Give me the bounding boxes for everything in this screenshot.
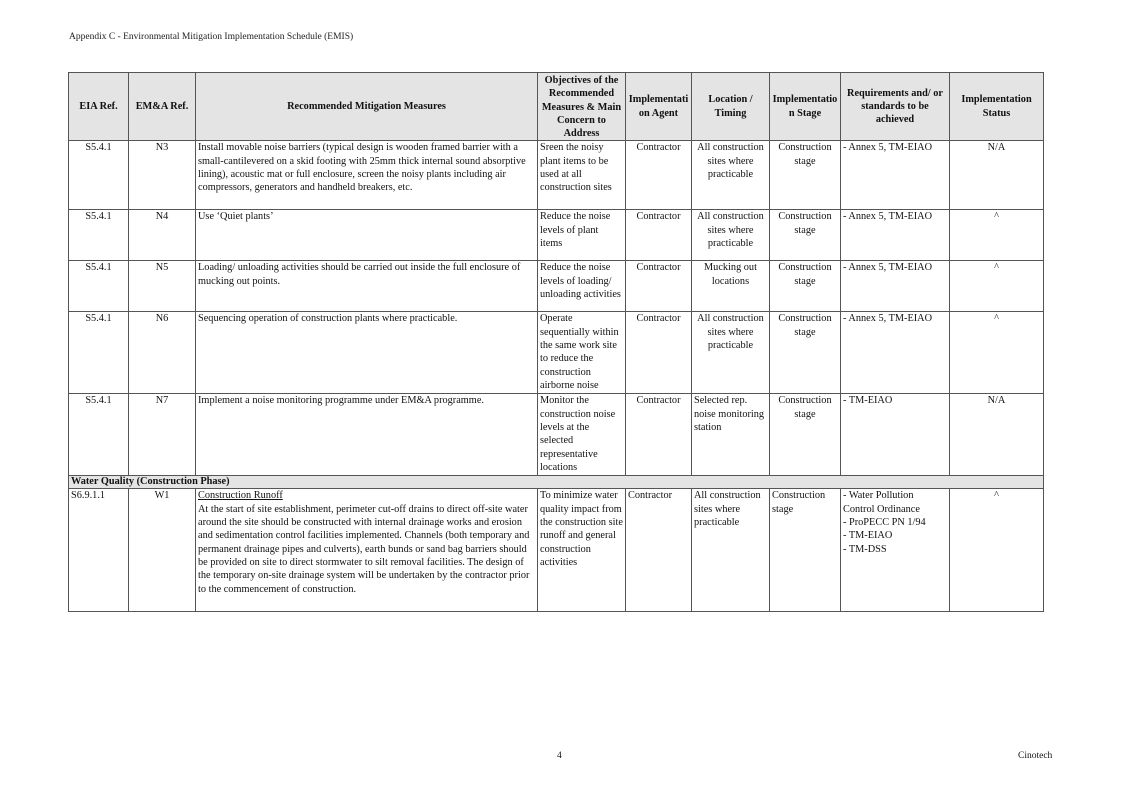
measure-cell: Use ‘Quiet plants’ (196, 210, 538, 261)
col-header-stage: Implementatio n Stage (770, 73, 841, 141)
eia-ref-cell: S6.9.1.1 (69, 489, 129, 612)
objective-cell: Operate sequentially within the same work site to reduce the construction airborne noise (538, 312, 626, 394)
footer-brand: Cinotech (1018, 751, 1053, 761)
ema-ref-cell: N6 (129, 312, 196, 394)
eia-ref-cell: S5.4.1 (69, 261, 129, 312)
location-cell: All construction sites where practicable (692, 312, 770, 394)
ema-ref-cell: W1 (129, 489, 196, 612)
requirement-item: - TM-EIAO (843, 530, 893, 542)
col-header-requirements: Requirements and/ or standards to be achieved (841, 73, 950, 141)
measure-cell: Loading/ unloading activities should be carried out inside the full enclosure of mucking out points. (196, 261, 538, 312)
agent-cell: Contractor (626, 210, 692, 261)
location-cell: Mucking out locations (692, 261, 770, 312)
ema-ref-cell: N5 (129, 261, 196, 312)
agent-cell: Contractor (626, 261, 692, 312)
section-title: Water Quality (Construction Phase) (69, 476, 1044, 489)
col-header-location: Location / Timing (692, 73, 770, 141)
eia-ref-cell: S5.4.1 (69, 312, 129, 394)
eia-ref-cell: S5.4.1 (69, 141, 129, 210)
table-row (69, 261, 1044, 312)
ema-ref-cell: N3 (129, 141, 196, 210)
requirements-cell (841, 312, 950, 394)
stage-cell: Construction stage (770, 394, 841, 476)
requirements-cell (841, 141, 950, 210)
status-cell: N/A (950, 394, 1044, 476)
measure-title: Construction Runoff (198, 490, 283, 502)
requirement-item: - Annex 5, TM-EIAO (843, 211, 933, 223)
col-header-measures: Recommended Mitigation Measures (196, 73, 538, 141)
objective-cell: To minimize water quality impact from the construction site runoff and general construction activities (538, 489, 626, 612)
table-header-row (69, 73, 1044, 141)
stage-cell: Construction stage (770, 312, 841, 394)
col-header-eia-ref: EIA Ref. (69, 73, 129, 141)
col-header-agent: Implementati on Agent (626, 73, 692, 141)
col-header-status: Implementation Status (950, 73, 1044, 141)
requirement-item: - ProPECC PN 1/94 (843, 517, 926, 529)
requirements-cell (841, 210, 950, 261)
requirement-item: - Annex 5, TM-EIAO (843, 262, 933, 274)
col-header-objectives: Objectives of the Recommended Measures & Main Concern to Address (538, 73, 626, 141)
table-row (69, 489, 1044, 612)
measure-cell (196, 489, 538, 612)
measure-cell: Sequencing operation of construction plants where practicable. (196, 312, 538, 394)
agent-cell: Contractor (626, 394, 692, 476)
page-number: 4 (557, 751, 562, 761)
table-row (69, 141, 1044, 210)
table-row (69, 394, 1044, 476)
requirements-cell (841, 489, 950, 612)
requirements-cell (841, 261, 950, 312)
requirement-item: - TM-DSS (843, 543, 887, 555)
objective-cell: Sreen the noisy plant items to be used at all construction sites (538, 141, 626, 210)
stage-cell: Construction stage (770, 261, 841, 312)
page-header: Appendix C - Environmental Mitigation Implementation Schedule (EMIS) (69, 32, 354, 42)
ema-ref-cell: N7 (129, 394, 196, 476)
col-header-ema-ref: EM&A Ref. (129, 73, 196, 141)
objective-cell: Reduce the noise levels of loading/ unloading activities (538, 261, 626, 312)
agent-cell: Contractor (626, 141, 692, 210)
stage-cell: Construction stage (770, 210, 841, 261)
ema-ref-cell: N4 (129, 210, 196, 261)
table-row (69, 312, 1044, 394)
table-row (69, 210, 1044, 261)
measure-cell: Install movable noise barriers (typical design is wooden framed barrier with a small-cantilevered on a skid footing with 25mm thick internal sound absorptive lining), acoustic mat or full enclosure, screen the noisy plants including air compressors, generators and handheld breakers, etc. (196, 141, 538, 210)
status-cell: ^ (950, 312, 1044, 394)
measure-cell: Implement a noise monitoring programme under EM&A programme. (196, 394, 538, 476)
location-cell: Selected rep. noise monitoring station (692, 394, 770, 476)
section-header-row (69, 476, 1044, 489)
eia-ref-cell: S5.4.1 (69, 394, 129, 476)
requirements-cell (841, 394, 950, 476)
measure-text: At the start of site establishment, perimeter cut-off drains to direct off-site water around the site should be constructed with internal drainage works and erosion and sedimentation control facilities implemented. Channels (both temporary and permanent drainage pipes and culverts), earth bunds or sand bag barriers should be provided on site to direct stormwater to silt removal facilities. The design of the temporary on-site drainage system will be undertaken by the contractor prior to the commencement of construction. (198, 503, 530, 595)
stage-cell: Construction stage (770, 141, 841, 210)
agent-cell: Contractor (626, 312, 692, 394)
requirement-item: - Annex 5, TM-EIAO (843, 313, 933, 325)
requirement-item: - Water Pollution Control Ordinance (843, 490, 920, 515)
location-cell: All construction sites where practicable (692, 210, 770, 261)
status-cell: ^ (950, 210, 1044, 261)
status-cell: ^ (950, 261, 1044, 312)
objective-cell: Monitor the construction noise levels at the selected representative locations (538, 394, 626, 476)
stage-cell: Construction stage (770, 489, 841, 612)
location-cell: All construction sites where practicable (692, 141, 770, 210)
emis-table (68, 72, 1044, 612)
objective-cell: Reduce the noise levels of plant items (538, 210, 626, 261)
eia-ref-cell: S5.4.1 (69, 210, 129, 261)
location-cell: All construction sites where practicable (692, 489, 770, 612)
status-cell: ^ (950, 489, 1044, 612)
requirement-item: - Annex 5, TM-EIAO (843, 142, 933, 154)
requirement-item: - TM-EIAO (843, 395, 893, 407)
agent-cell: Contractor (626, 489, 692, 612)
status-cell: N/A (950, 141, 1044, 210)
